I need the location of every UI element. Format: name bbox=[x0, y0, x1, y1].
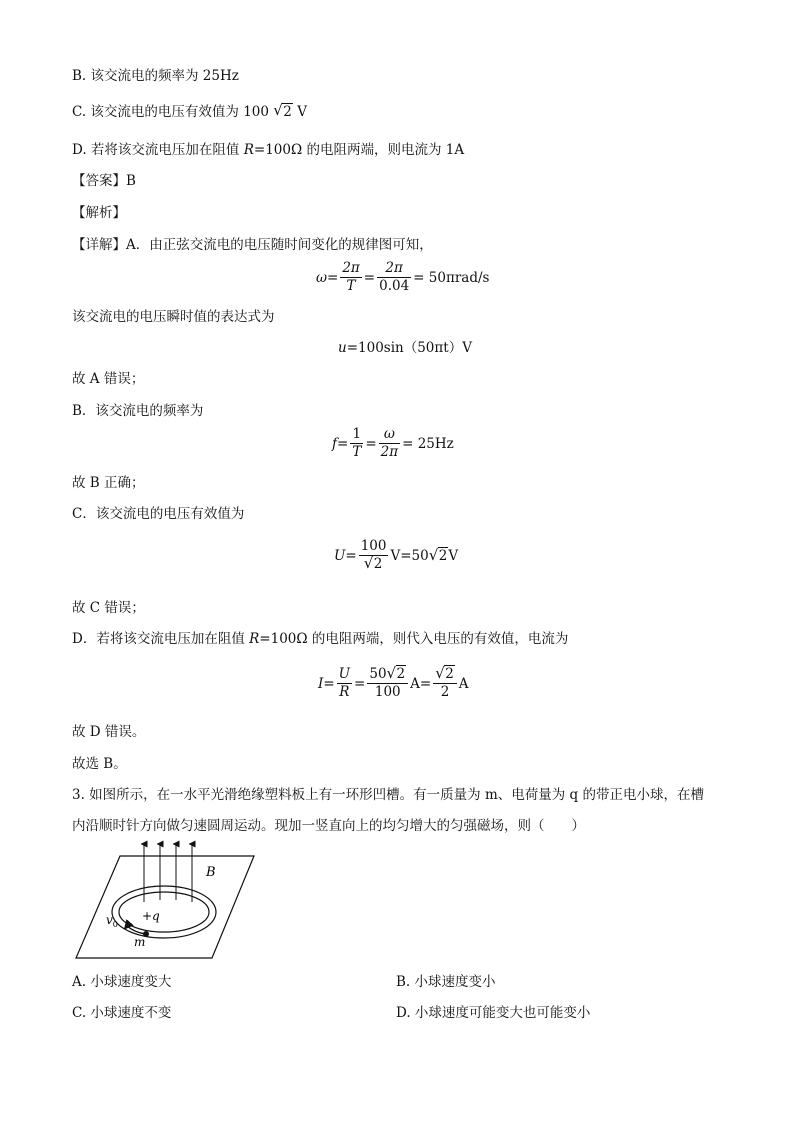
q3-option-a: A. 小球速度变大 bbox=[72, 974, 172, 990]
c-wrong: 故 C 错误； bbox=[72, 600, 145, 616]
sqrt-symbol: √ 2 bbox=[273, 101, 292, 120]
d-intro: D．若将该交流电压加在阻值 R=100Ω 的电阻两端，则代入电压的有效值，电流为 bbox=[72, 631, 569, 647]
magnetic-field-figure bbox=[72, 840, 262, 962]
q3-line1: 3. 如图所示，在一水平光滑绝缘塑料板上有一环形凹槽。有一质量为 m、电荷量为 q 的带正电小球，在槽 bbox=[72, 787, 704, 803]
d-wrong: 故 D 错误。 bbox=[72, 724, 146, 740]
option-c-text: C. 该交流电的电压有效值为 100 bbox=[72, 104, 269, 120]
b-right: 故 B 正确； bbox=[72, 475, 145, 491]
label-m: m bbox=[134, 935, 146, 949]
equation-u: u=100sin（50πt）V bbox=[338, 340, 472, 356]
detail-line2: 该交流电的电压瞬时值的表达式为 bbox=[72, 309, 275, 325]
q3-option-d: D. 小球速度可能变大也可能变小 bbox=[396, 1005, 591, 1021]
c-intro: C．该交流电的电压有效值为 bbox=[72, 506, 245, 522]
equation-current: I = $\frac{U}{R}$ = 50 √ 2 100 A= √ 2 2 A bbox=[318, 664, 469, 700]
q3-option-b: B. 小球速度变小 bbox=[396, 974, 496, 990]
ring-groove-inner bbox=[119, 892, 209, 932]
label-v0: $v_0$ bbox=[106, 913, 118, 929]
option-c-unit: V bbox=[297, 104, 307, 120]
option-d: D. 若将该交流电压加在阻值 R=100Ω 的电阻两端，则电流为 1A bbox=[72, 142, 465, 158]
analysis-label: 【解析】 bbox=[72, 205, 126, 221]
b-intro: B．该交流电的频率为 bbox=[72, 403, 204, 419]
plastic-plate bbox=[76, 856, 254, 958]
choose-b: 故选 B。 bbox=[72, 756, 127, 772]
answer-value: B bbox=[126, 173, 136, 189]
option-c bbox=[72, 103, 307, 121]
detail-intro: 【详解】A．由正弦交流电的电压随时间变化的规律图可知， bbox=[72, 237, 433, 253]
q3-option-c: C. 小球速度不变 bbox=[72, 1005, 172, 1021]
ring-groove-outer bbox=[112, 886, 216, 938]
equation-frequency: f = $\frac{1}{T}$ = $\frac{\omega}{2\pi}$ = 25Hz bbox=[332, 426, 454, 460]
a-wrong: 故 A 错误； bbox=[72, 371, 145, 387]
q3-line2: 内沿顺时针方向做匀速圆周运动。现加一竖直向上的均匀增大的匀强磁场，则（ ） bbox=[72, 818, 585, 834]
option-b: B. 该交流电的频率为 25Hz bbox=[72, 68, 239, 84]
equation-omega: ω = $\frac{2\pi}{T}$ = $\frac{2\pi}{0.04}$ = 50πrad/s bbox=[316, 260, 490, 294]
equation-effective-voltage: U = 100 √ 2 V=50 √ 2 V bbox=[334, 538, 459, 572]
answer-label: 【答案】 bbox=[72, 173, 126, 189]
answer-line bbox=[72, 172, 136, 190]
label-B: B bbox=[206, 865, 216, 880]
label-q: +q bbox=[142, 909, 160, 923]
